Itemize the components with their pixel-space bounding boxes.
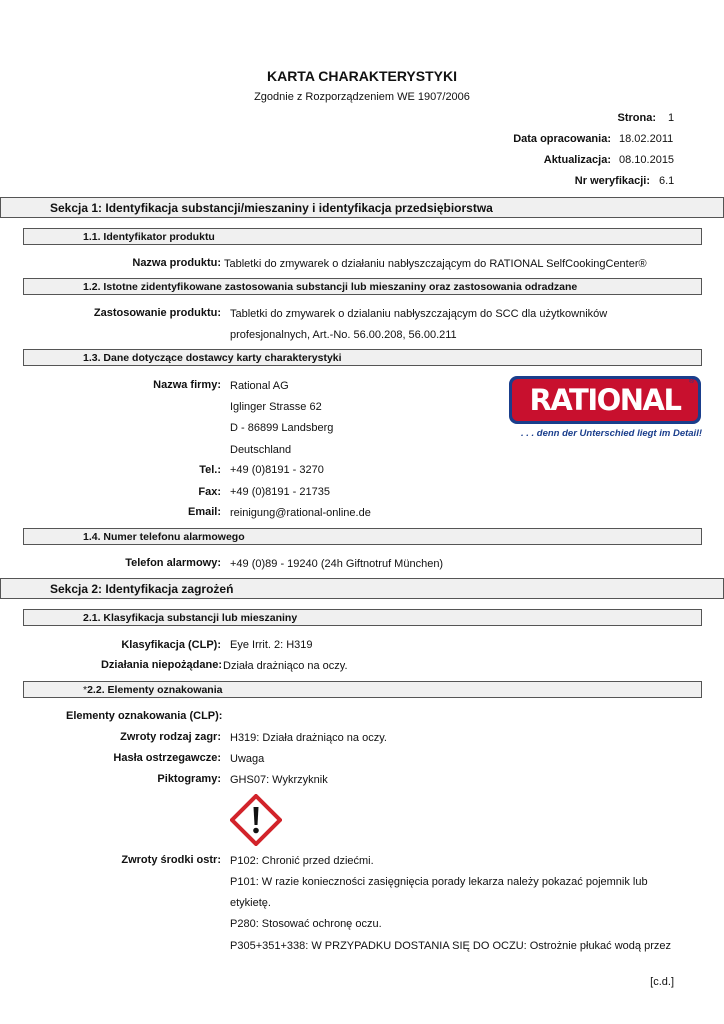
section-2-heading: Sekcja 2: Identyfikacja zagrożeń bbox=[0, 578, 724, 599]
product-name-value: Tabletki do zmywarek o działaniu nabłyszczającym do RATIONAL SelfCookingCenter® bbox=[224, 258, 647, 270]
precaution-p102: P102: Chronić przed dziećmi. bbox=[230, 855, 374, 867]
classification-label: Klasyfikacja (CLP): bbox=[121, 639, 221, 651]
subsection-1-4-heading: 1.4. Numer telefonu alarmowego bbox=[23, 528, 702, 545]
update-label: Aktualizacja: bbox=[543, 154, 611, 166]
email-value: reinigung@rational-online.de bbox=[230, 507, 371, 519]
email-label: Email: bbox=[187, 506, 221, 518]
pictograms-label: Piktogramy: bbox=[157, 773, 221, 785]
precaution-p280: P280: Stosować ochronę oczu. bbox=[230, 918, 382, 930]
tel-label: Tel.: bbox=[199, 464, 221, 476]
company-country: Deutschland bbox=[230, 444, 292, 456]
rational-tagline: . . . denn der Unterschied liegt im Detail! bbox=[520, 428, 702, 439]
company-street: Iglinger Strasse 62 bbox=[230, 401, 322, 413]
product-use-label: Zastosowanie produktu: bbox=[93, 307, 221, 319]
date-value: 18.02.2011 bbox=[619, 133, 674, 145]
adverse-effects-label: Działania niepożądane: bbox=[100, 659, 222, 671]
subsection-1-3-heading: 1.3. Dane dotyczące dostawcy karty charakterystyki bbox=[23, 349, 702, 366]
update-value: 08.10.2015 bbox=[619, 154, 675, 166]
subsection-1-1-heading: 1.1. Identyfikator produktu bbox=[23, 228, 702, 245]
product-use-line-1: Tabletki do zmywarek o dzialaniu nabłyszczającym do SCC dla użytkowników bbox=[230, 308, 608, 320]
document-title: KARTA CHARAKTERYSTYKI bbox=[266, 68, 458, 84]
section-1-heading: Sekcja 1: Identyfikacja substancji/mieszaniny i identyfikacja przedsiębiorstwa bbox=[0, 197, 724, 218]
hazard-statements-value: H319: Działa drażniąco na oczy. bbox=[230, 732, 387, 744]
date-label: Data opracowania: bbox=[513, 133, 611, 145]
subsection-2-1-heading: 2.1. Klasyfikacja substancji lub mieszaniny bbox=[23, 609, 702, 626]
emergency-phone-value: +49 (0)89 - 19240 (24h Giftnotruf München) bbox=[230, 558, 444, 570]
company-name-label: Nazwa firmy: bbox=[153, 379, 221, 391]
precaution-p101-line-2: etykietę. bbox=[230, 897, 271, 909]
page-value: 1 bbox=[668, 112, 675, 124]
precaution-p101-line-1: P101: W razie konieczności zasięgnięcia porady lekarza należy pokazać pojemnik lub bbox=[230, 876, 648, 888]
product-name-label: Nazwa produktu: bbox=[132, 257, 221, 269]
precautionary-label: Zwroty środki ostr: bbox=[121, 854, 221, 866]
classification-value: Eye Irrit. 2: H319 bbox=[230, 639, 313, 651]
precaution-p305: P305+351+338: W PRZYPADKU DOSTANIA SIĘ DO OCZU: Ostrożnie płukać wodą przez bbox=[230, 940, 671, 952]
subsection-2-2-heading bbox=[23, 681, 702, 698]
emergency-phone-label: Telefon alarmowy: bbox=[125, 557, 221, 569]
rational-logo bbox=[509, 376, 701, 424]
subsection-1-2-heading: 1.2. Istotne zidentyfikowane zastosowania substancji lub mieszaniny oraz zastosowania odradzane bbox=[23, 278, 702, 295]
page-label: Strona: bbox=[617, 112, 656, 124]
continued-marker: [c.d.] bbox=[650, 976, 674, 988]
version-label: Nr weryfikacji: bbox=[574, 175, 650, 187]
fax-label: Fax: bbox=[198, 486, 221, 498]
subsection-2-2-title: 2.2. Elementy oznakowania bbox=[87, 684, 223, 696]
document-subtitle: Zgodnie z Rozporządzeniem WE 1907/2006 bbox=[254, 91, 470, 103]
company-name-value: Rational AG bbox=[230, 380, 289, 392]
ghs07-exclamation-icon bbox=[230, 794, 282, 846]
product-use-line-2: profesjonalnych, Art.-No. 56.00.208, 56.00.211 bbox=[230, 329, 457, 341]
pictograms-value: GHS07: Wykrzyknik bbox=[230, 774, 328, 786]
signal-word-value: Uwaga bbox=[230, 753, 265, 765]
hazard-statements-label: Zwroty rodzaj zagr: bbox=[120, 731, 221, 743]
signal-word-label: Hasła ostrzegawcze: bbox=[113, 752, 221, 764]
label-elements-label: Elementy oznakowania (CLP): bbox=[66, 710, 223, 722]
version-value: 6.1 bbox=[659, 175, 675, 187]
registered-mark: ® bbox=[689, 378, 695, 385]
adverse-effects-value: Działa drażniąco na oczy. bbox=[223, 660, 348, 672]
revision-marker: * bbox=[83, 684, 88, 696]
tel-value: +49 (0)8191 - 3270 bbox=[230, 464, 324, 476]
company-city: D - 86899 Landsberg bbox=[230, 422, 334, 434]
fax-value: +49 (0)8191 - 21735 bbox=[230, 486, 330, 498]
rational-logo-text: RATIONAL bbox=[529, 383, 681, 417]
